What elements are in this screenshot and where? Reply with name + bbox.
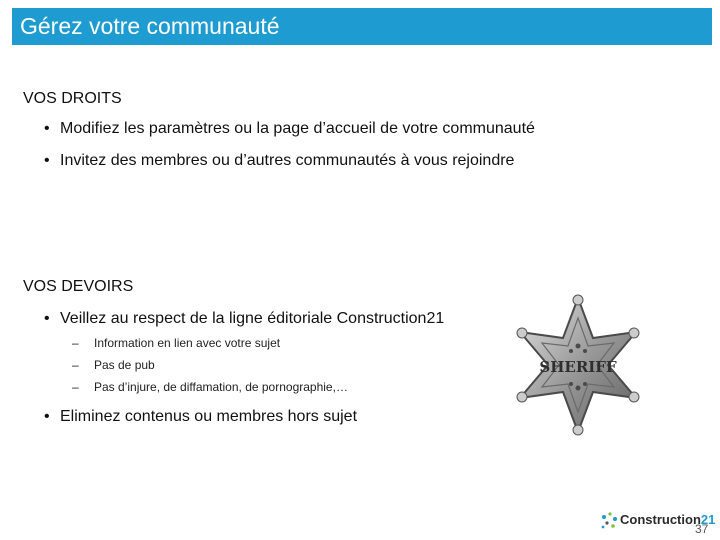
- title-bar: [12, 8, 712, 45]
- duties-bullet-main-text: Veillez au respect de la ligne éditoriale Construction21: [60, 310, 445, 327]
- duties-heading: VOS DEVOIRS: [23, 278, 134, 295]
- duties-bullet-main: [44, 310, 484, 328]
- badge-text: SHERIFF: [539, 358, 617, 376]
- duties-sub-bullet-1-text: Information en lien avec votre sujet: [94, 336, 281, 350]
- bullet-icon: •: [44, 408, 50, 425]
- sheriff-star-badge-icon: [508, 290, 648, 440]
- duties-sub-bullet-1: [72, 336, 280, 350]
- page-number: 37: [695, 522, 709, 536]
- rights-bullet-2-text: Invitez des membres ou d’autres communautés à vous rejoindre: [60, 152, 515, 169]
- bullet-icon: •: [44, 120, 50, 137]
- bullet-icon: •: [44, 152, 50, 169]
- slide-title: Gérez votre communauté: [20, 13, 280, 39]
- duties-sub-bullet-3: [72, 380, 348, 394]
- duties-sub-bullet-2: [72, 358, 155, 372]
- rights-bullet-1: [44, 120, 535, 138]
- logo-dots-icon: [600, 511, 620, 531]
- dash-icon: –: [72, 380, 79, 394]
- rights-bullet-2: [44, 152, 514, 170]
- duties-bullet-last-text: Eliminez contenus ou membres hors sujet: [60, 408, 358, 425]
- duties-sub-bullet-3-text: Pas d’injure, de diffamation, de pornographie,…: [94, 380, 348, 394]
- dash-icon: –: [72, 336, 79, 350]
- rights-bullet-1-text: Modifiez les paramètres ou la page d’accueil de votre communauté: [60, 120, 535, 137]
- logo-name: Construction: [620, 512, 701, 527]
- duties-bullet-last: [44, 408, 357, 426]
- rights-heading: VOS DROITS: [23, 90, 122, 107]
- duties-sub-bullet-2-text: Pas de pub: [94, 358, 155, 372]
- logo-suffix: 21: [700, 512, 716, 527]
- dash-icon: –: [72, 358, 79, 372]
- bullet-icon: •: [44, 310, 50, 327]
